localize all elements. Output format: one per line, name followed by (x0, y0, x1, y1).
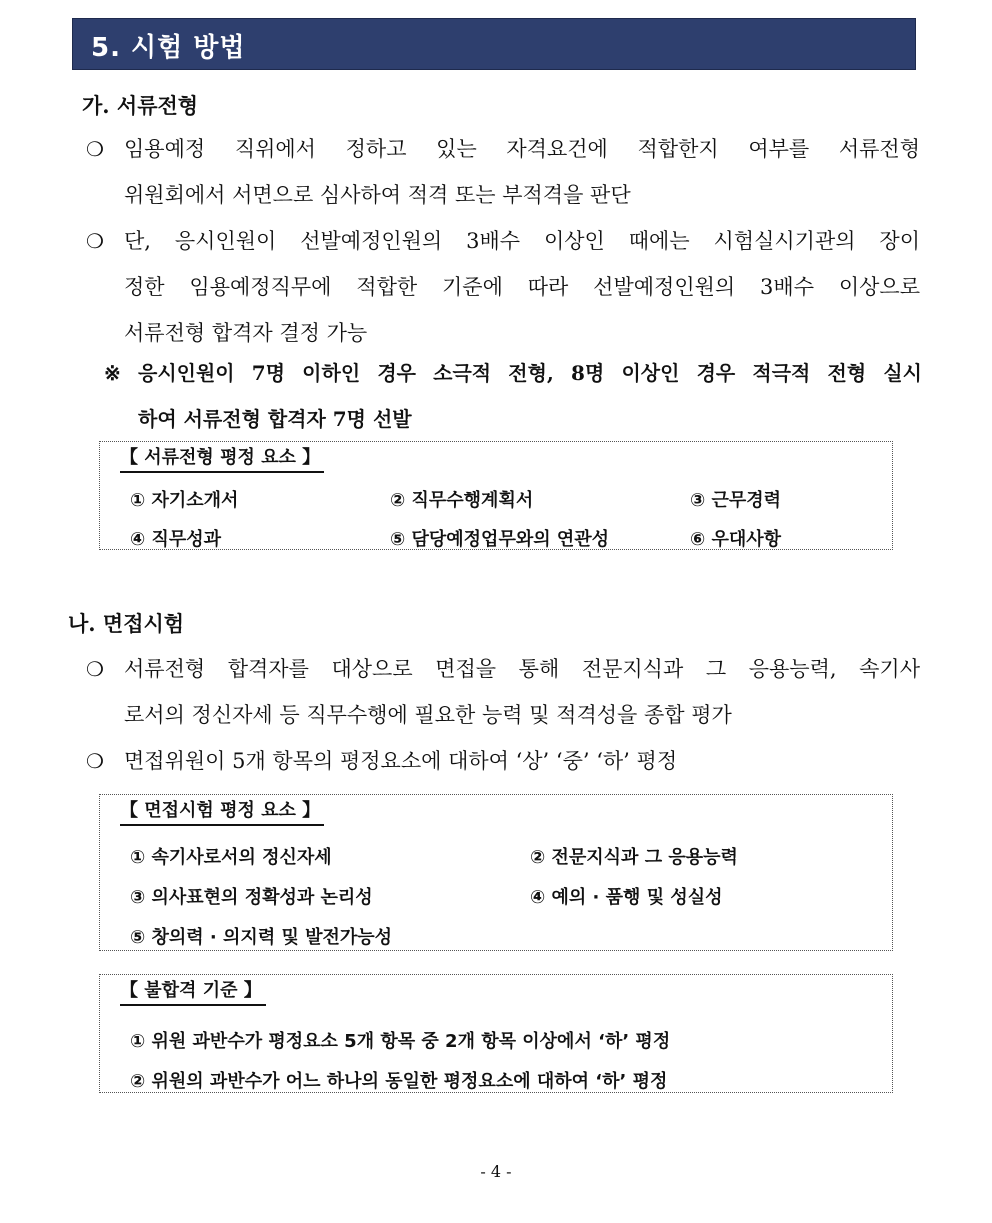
section-b-heading: 나. 면접시험 (68, 611, 185, 636)
note-text: 응시인원이 7명 이하인 경우 소극적 전형, 8명 이상인 경우 적극적 전형 실시 (138, 361, 922, 385)
document-screening-criteria-box (99, 441, 893, 550)
box-title: 【 불합격 기준 】 (120, 976, 266, 1006)
box-title: 【 서류전형 평정 요소 】 (120, 443, 324, 473)
criteria-item: ④ 예의 · 품행 및 성실성 (530, 887, 723, 908)
section-a-bullet-1 (86, 132, 922, 224)
criteria-item: ④ 직무성과 (130, 529, 222, 550)
fail-criteria-item: ① 위원 과반수가 평정요소 5개 항목 중 2개 항목 이상에서 ‘하’ 평정 (130, 1031, 671, 1052)
section-b-bullet-2 (86, 744, 922, 790)
criteria-item: ② 직무수행계획서 (390, 490, 534, 511)
bullet-text: 서류전형 합격자 결정 가능 (124, 321, 368, 345)
bullet-text: 정한 임용예정직무에 적합한 기준에 따라 선발예정인원의 3배수 이상으로 (124, 275, 920, 299)
bullet-circle-icon: ❍ (86, 137, 104, 161)
criteria-item: ① 속기사로서의 정신자세 (130, 847, 332, 868)
section-a-bullet-2 (86, 224, 922, 362)
bullet-text: 위원회에서 서면으로 심사하여 적격 또는 부적격을 판단 (124, 183, 631, 207)
section-b-bullet-1 (86, 652, 922, 744)
criteria-item: ⑤ 창의력 · 의지력 및 발전가능성 (130, 927, 393, 948)
fail-criteria-item: ② 위원의 과반수가 어느 하나의 동일한 평정요소에 대하여 ‘하’ 평정 (130, 1071, 668, 1092)
criteria-item: ① 자기소개서 (130, 490, 239, 511)
bullet-circle-icon: ❍ (86, 229, 104, 253)
section-a-note (104, 356, 924, 448)
note-text: 하여 서류전형 합격자 7명 선발 (138, 407, 412, 431)
page-number: - 4 - (480, 1162, 512, 1181)
bullet-text: 로서의 정신자세 등 직무수행에 필요한 능력 및 적격성을 종합 평가 (124, 703, 732, 727)
bullet-text: 면접위원이 5개 항목의 평정요소에 대하여 ‘상’ ‘중’ ‘하’ 평정 (124, 749, 678, 773)
page-title: 5. 시험 방법 (91, 33, 246, 63)
criteria-item: ③ 의사표현의 정확성과 논리성 (130, 887, 373, 908)
section-title-bar (72, 18, 916, 70)
criteria-item: ⑤ 담당예정업무와의 연관성 (390, 529, 610, 550)
bullet-text: 서류전형 합격자를 대상으로 면접을 통해 전문지식과 그 응용능력, 속기사 (124, 657, 920, 681)
section-a-heading: 가. 서류전형 (82, 93, 199, 118)
bullet-circle-icon: ❍ (86, 657, 104, 681)
criteria-item: ② 전문지식과 그 응용능력 (530, 847, 738, 868)
bullet-text: 단, 응시인원이 선발예정인원의 3배수 이상인 때에는 시험실시기관의 장이 (124, 229, 920, 253)
fail-criteria-box (99, 974, 893, 1093)
box-title: 【 면접시험 평정 요소 】 (120, 796, 324, 826)
interview-criteria-box (99, 794, 893, 951)
bullet-text: 임용예정 직위에서 정하고 있는 자격요건에 적합한지 여부를 서류전형 (124, 137, 920, 161)
bullet-circle-icon: ❍ (86, 749, 104, 773)
criteria-item: ⑥ 우대사항 (690, 529, 782, 550)
reference-mark-icon: ※ (104, 361, 121, 385)
criteria-item: ③ 근무경력 (690, 490, 782, 511)
